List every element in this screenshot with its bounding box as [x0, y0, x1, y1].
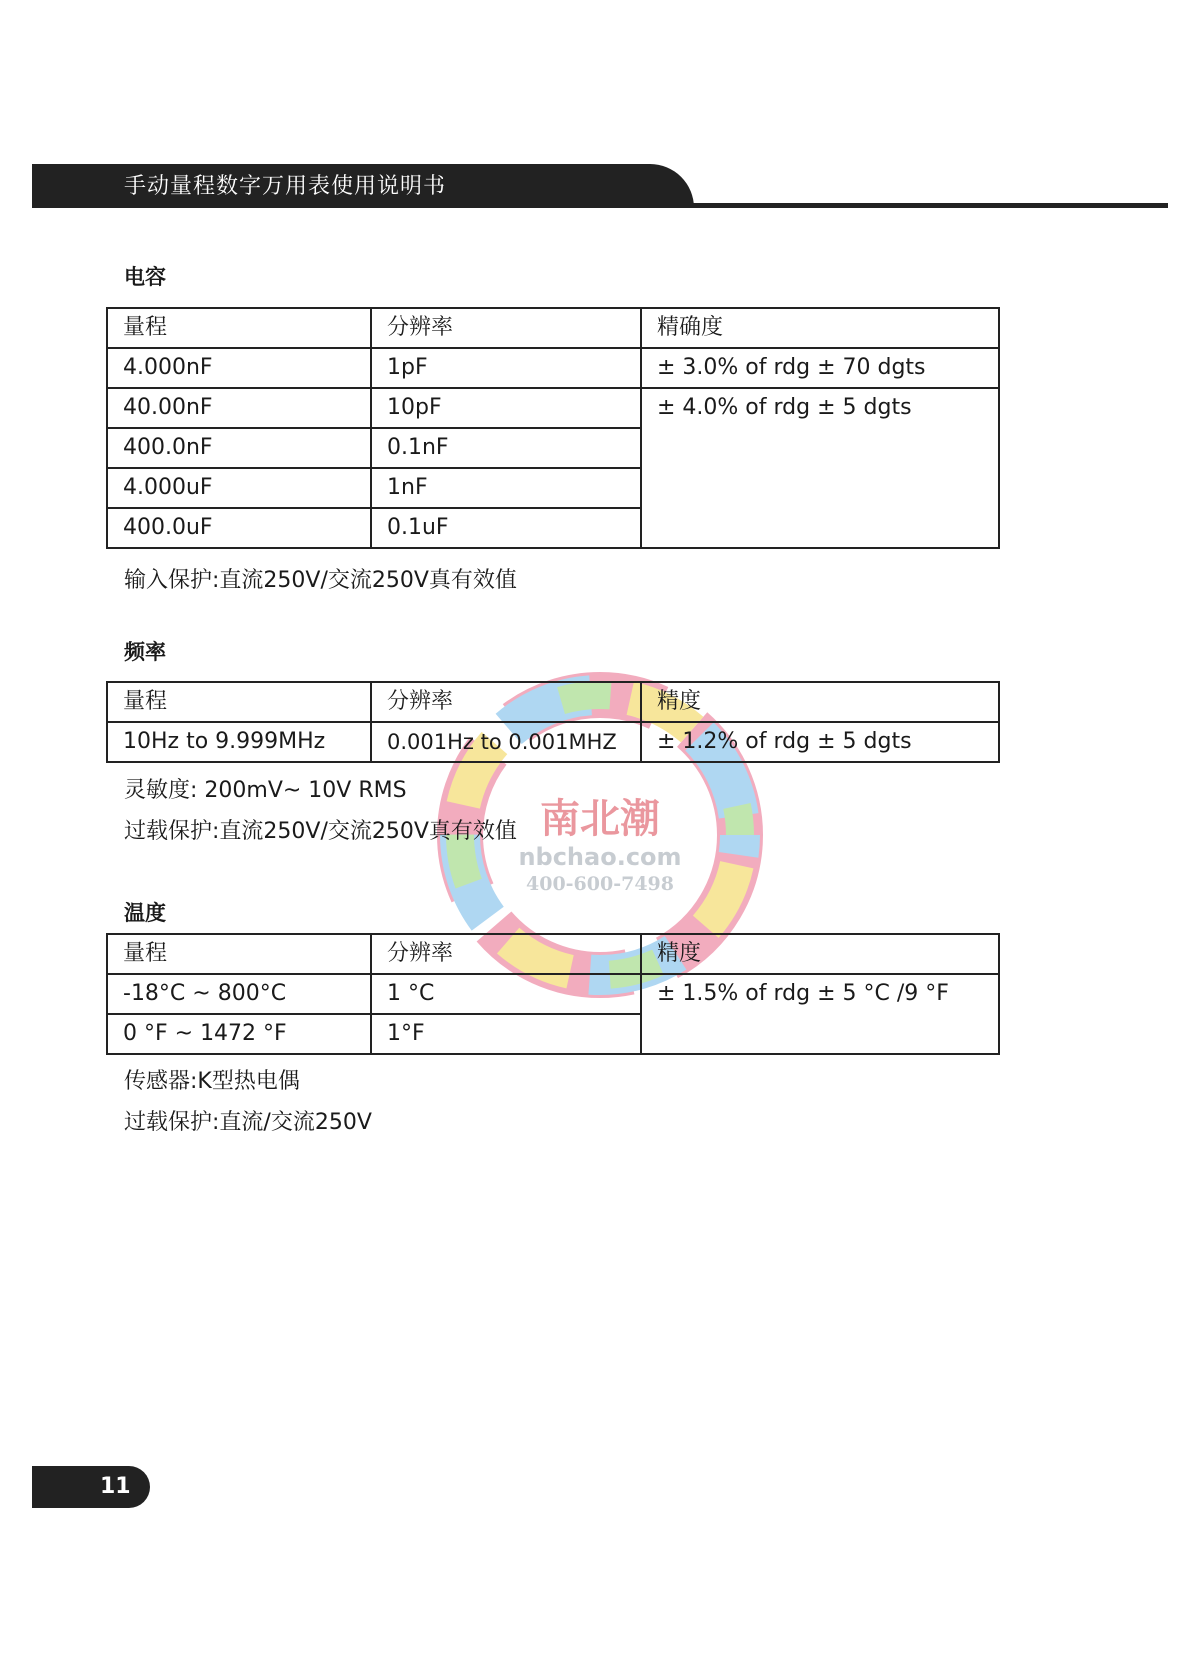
table-row — [107, 348, 999, 388]
header-cell-resolution: 分辨率 — [371, 308, 641, 348]
resolution-cell: 1 °C — [371, 974, 641, 1014]
accuracy-cell: ± 3.0% of rdg ± 70 dgts — [641, 348, 999, 388]
page-number-tab — [32, 1466, 150, 1508]
resolution-cell: 10pF — [371, 388, 641, 428]
accuracy-cell: ± 4.0% of rdg ± 5 dgts — [641, 388, 999, 548]
header-cell-resolution: 分辨率 — [371, 682, 641, 722]
header-cell-range: 量程 — [107, 934, 371, 974]
watermark-brand: 南北潮 — [540, 795, 660, 842]
table-row — [107, 974, 999, 1014]
range-cell: 10Hz to 9.999MHz — [107, 722, 371, 762]
range-cell: 400.0nF — [107, 428, 371, 468]
document-title: 手动量程数字万用表使用说明书 — [124, 174, 447, 199]
header-cell-resolution: 分辨率 — [371, 934, 641, 974]
header-cell-accuracy: 精度 — [641, 682, 999, 722]
section-title-temperature: 温度 — [124, 901, 166, 925]
resolution-cell: 0.1uF — [371, 508, 641, 548]
capacitance-note: 输入保护:直流250V/交流250V真有效值 — [124, 568, 517, 593]
range-cell: -18°C ~ 800°C — [107, 974, 371, 1014]
range-cell: 4.000uF — [107, 468, 371, 508]
frequency-note-sensitivity: 灵敏度: 200mV~ 10V RMS — [124, 778, 407, 803]
accuracy-cell: ± 1.5% of rdg ± 5 °C /9 °F — [641, 974, 999, 1054]
capacitance-table — [106, 307, 1000, 549]
range-cell: 40.00nF — [107, 388, 371, 428]
page-number: 11 — [100, 1474, 131, 1499]
watermark-phone: 400-600-7498 — [526, 873, 674, 895]
range-cell: 0 °F ~ 1472 °F — [107, 1014, 371, 1054]
resolution-cell: 0.001Hz to 0.001MHZ — [371, 722, 641, 762]
range-cell: 4.000nF — [107, 348, 371, 388]
range-cell: 400.0uF — [107, 508, 371, 548]
frequency-table — [106, 681, 1000, 763]
resolution-cell: 1nF — [371, 468, 641, 508]
table-row — [107, 388, 999, 428]
table-header-row — [107, 934, 999, 974]
frequency-note-overload: 过载保护:直流250V/交流250V真有效值 — [124, 819, 517, 844]
table-header-row — [107, 682, 999, 722]
accuracy-cell: ± 1.2% of rdg ± 5 dgts — [641, 722, 999, 762]
header-cell-range: 量程 — [107, 308, 371, 348]
temperature-note-sensor: 传感器:K型热电偶 — [124, 1069, 300, 1094]
section-title-frequency: 频率 — [124, 640, 166, 664]
header-cell-accuracy: 精度 — [641, 934, 999, 974]
temperature-note-overload: 过载保护:直流/交流250V — [124, 1110, 372, 1135]
section-title-capacitance: 电容 — [124, 265, 166, 289]
resolution-cell: 1°F — [371, 1014, 641, 1054]
header-rule — [32, 203, 1168, 208]
header-cell-accuracy: 精确度 — [641, 308, 999, 348]
temperature-table — [106, 933, 1000, 1055]
table-header-row — [107, 308, 999, 348]
resolution-cell: 1pF — [371, 348, 641, 388]
table-row — [107, 722, 999, 762]
header-cell-range: 量程 — [107, 682, 371, 722]
watermark-site: nbchao.com — [518, 843, 682, 871]
resolution-cell: 0.1nF — [371, 428, 641, 468]
